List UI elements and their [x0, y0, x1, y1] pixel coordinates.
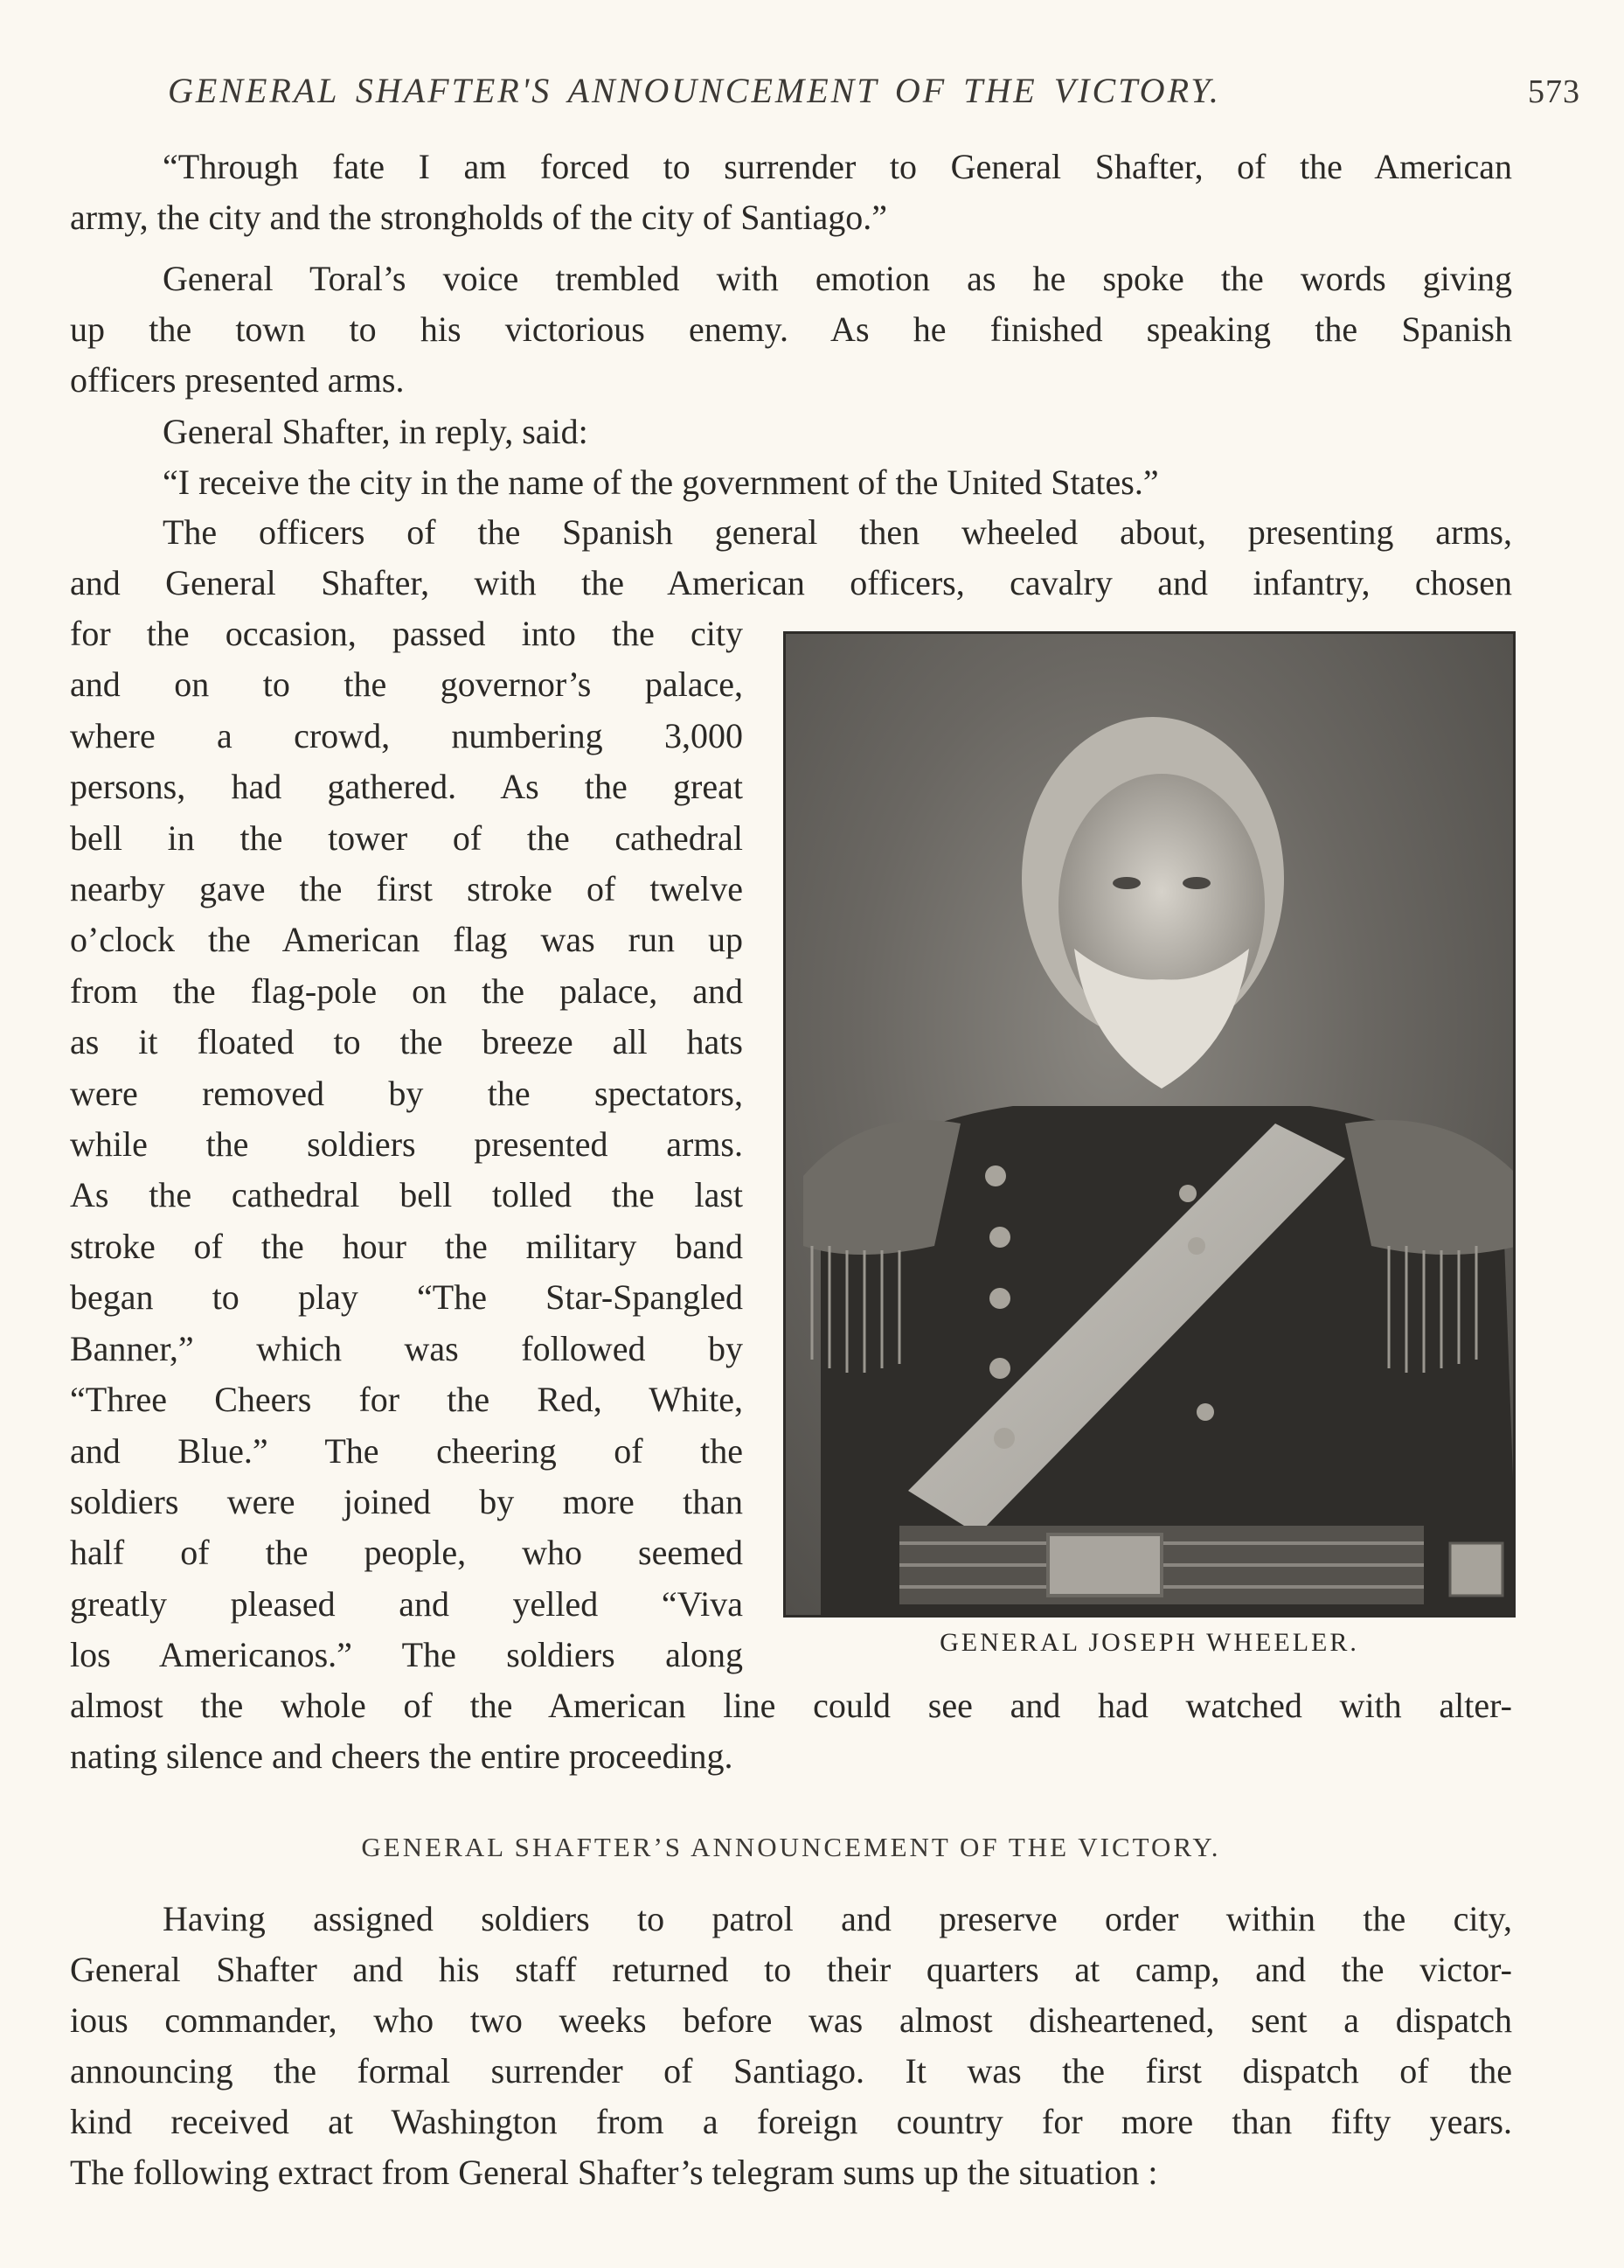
- text-line: and General Shafter, with the American officers, cavalry and infantry, chosen: [70, 563, 1512, 602]
- paragraph-3: [70, 407, 1512, 457]
- text-line: as it floated to the breeze all hats: [70, 1022, 743, 1062]
- portrait-photo: [783, 631, 1516, 1618]
- text-line: almost the whole of the American line could see and had watched with alter-: [70, 1686, 1512, 1725]
- running-head-title: GENERAL SHAFTER'S ANNOUNCEMENT OF THE VICTORY.: [168, 71, 1221, 110]
- text-line: los Americanos.” The soldiers along: [70, 1635, 743, 1675]
- text-line: and Blue.” The cheering of the: [70, 1430, 743, 1471]
- running-head: [70, 70, 1580, 111]
- text-line: Banner,” which was followed by: [70, 1328, 743, 1368]
- text-line: from the flag-pole on the palace, and: [70, 971, 743, 1011]
- text-line: The following extract from General Shafter’s telegram sums up the situation :: [70, 2153, 1158, 2192]
- section-heading: GENERAL SHAFTER’S ANNOUNCEMENT OF THE VICTORY.: [361, 1832, 1221, 1862]
- text-line: As the cathedral bell tolled the last: [70, 1175, 743, 1215]
- text-line: General Shafter and his staff returned to their quarters at camp, and the victor-: [70, 1950, 1512, 1989]
- text-line: officers presented arms.: [70, 360, 405, 400]
- text-line: soldiers were joined by more than: [70, 1481, 743, 1521]
- text-line: General Shafter, in reply, said:: [163, 412, 588, 451]
- text-line: General Toral’s voice trembled with emotion as he spoke the words giving: [163, 259, 1512, 298]
- text-line: kind received at Washington from a foreign country for more than fifty years.: [70, 2102, 1512, 2141]
- text-line: while the soldiers presented arms.: [70, 1124, 743, 1165]
- text-line: ious commander, who two weeks before was almost disheartened, sent a dispatch: [70, 2000, 1512, 2040]
- paragraph-5-head: [70, 507, 1512, 609]
- portrait-figure: [783, 631, 1516, 1618]
- text-line: nating silence and cheers the entire proceeding.: [70, 1736, 733, 1776]
- paragraph-5-end: [70, 1680, 1512, 1782]
- figure-caption: GENERAL JOSEPH WHEELER.: [940, 1628, 1359, 1657]
- portrait-illustration: [786, 634, 1516, 1618]
- text-line: “I receive the city in the name of the government of the United States.”: [163, 463, 1159, 502]
- paragraph-1: [70, 142, 1512, 243]
- text-line: “Through fate I am forced to surrender to General Shafter, of the American: [163, 147, 1512, 186]
- text-line: half of the people, who seemed: [70, 1533, 743, 1573]
- text-line: greatly pleased and yelled “Viva: [70, 1583, 743, 1624]
- text-line: announcing the formal surrender of Santiago. It was the first dispatch of the: [70, 2051, 1512, 2091]
- text-line: “Three Cheers for the Red, White,: [70, 1380, 743, 1420]
- text-line: bell in the tower of the cathedral: [70, 817, 743, 858]
- text-line: and on to the governor’s palace,: [70, 664, 743, 705]
- text-line: where a crowd, numbering 3,000: [70, 715, 743, 755]
- text-line: began to play “The Star-Spangled: [70, 1277, 743, 1318]
- text-line: for the occasion, passed into the city: [70, 614, 743, 653]
- paragraph-4: [70, 457, 1512, 508]
- text-line: nearby gave the first stroke of twelve: [70, 869, 743, 909]
- page-number: 573: [1528, 73, 1580, 110]
- text-line: were removed by the spectators,: [70, 1073, 743, 1113]
- paragraph-5-wrapped: [70, 609, 743, 1681]
- text-line: Having assigned soldiers to patrol and preserve order within the city,: [163, 1899, 1512, 1938]
- text-line: persons, had gathered. As the great: [70, 767, 743, 807]
- text-line: The officers of the Spanish general then wheeled about, presenting arms,: [163, 512, 1512, 552]
- paragraph-2: [70, 254, 1512, 406]
- text-line: o’clock the American flag was run up: [70, 920, 743, 960]
- text-line: stroke of the hour the military band: [70, 1226, 743, 1266]
- paragraph-6: [70, 1894, 1512, 2198]
- text-line: up the town to his victorious enemy. As he finished speaking the Spanish: [70, 310, 1512, 349]
- text-line: army, the city and the strongholds of the city of Santiago.”: [70, 198, 887, 237]
